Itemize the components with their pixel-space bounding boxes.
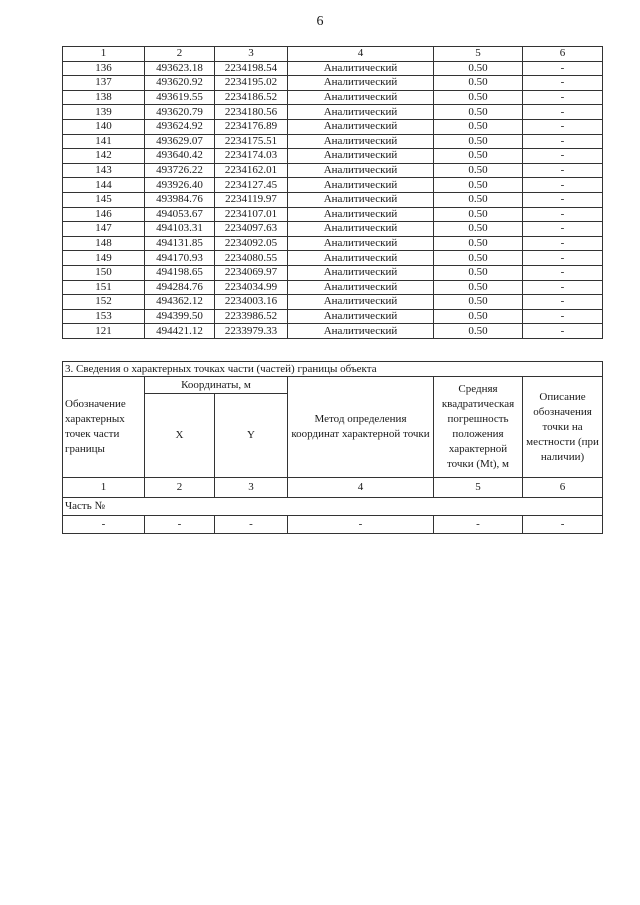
accuracy-cell: 0.50 — [434, 163, 523, 178]
y-header: Y — [215, 394, 288, 478]
description-cell: - — [523, 76, 603, 91]
y-coordinate-cell: 2234003.16 — [215, 295, 288, 310]
method-cell: Аналитический — [288, 236, 434, 251]
accuracy-cell: 0.50 — [434, 134, 523, 149]
empty-cell: - — [434, 516, 523, 534]
y-coordinate-cell: 2234174.03 — [215, 149, 288, 164]
table-row — [63, 251, 603, 266]
point-number-cell: 153 — [63, 309, 145, 324]
y-coordinate-cell: 2234119.97 — [215, 192, 288, 207]
method-cell: Аналитический — [288, 280, 434, 295]
method-cell: Аналитический — [288, 295, 434, 310]
accuracy-cell: 0.50 — [434, 280, 523, 295]
description-cell: - — [523, 265, 603, 280]
method-cell: Аналитический — [288, 178, 434, 193]
table-row — [63, 178, 603, 193]
description-cell: - — [523, 119, 603, 134]
header-cell: 4 — [288, 47, 434, 62]
x-coordinate-cell: 494198.65 — [145, 265, 215, 280]
x-coordinate-cell: 494053.67 — [145, 207, 215, 222]
point-number-cell: 149 — [63, 251, 145, 266]
description-cell: - — [523, 90, 603, 105]
y-coordinate-cell: 2234107.01 — [215, 207, 288, 222]
y-coordinate-cell: 2234175.51 — [215, 134, 288, 149]
empty-cell: - — [523, 516, 603, 534]
header-cell: 5 — [434, 47, 523, 62]
point-number-cell: 141 — [63, 134, 145, 149]
description-cell: - — [523, 207, 603, 222]
method-cell: Аналитический — [288, 222, 434, 237]
table-row — [63, 149, 603, 164]
accuracy-cell: 0.50 — [434, 105, 523, 120]
y-coordinate-cell: 2234186.52 — [215, 90, 288, 105]
accuracy-cell: 0.50 — [434, 119, 523, 134]
method-cell: Аналитический — [288, 76, 434, 91]
header-cell: 3 — [215, 47, 288, 62]
x-coordinate-cell: 493926.40 — [145, 178, 215, 193]
point-number-cell: 136 — [63, 61, 145, 76]
table-row — [63, 192, 603, 207]
point-number-cell: 143 — [63, 163, 145, 178]
page-number: 6 — [316, 14, 324, 29]
x-coordinate-cell: 493623.18 — [145, 61, 215, 76]
x-coordinate-cell: 494399.50 — [145, 309, 215, 324]
points-designation-header: Обозначение характерных точек части границы — [63, 377, 145, 478]
x-coordinate-cell: 493726.22 — [145, 163, 215, 178]
x-coordinate-cell: 493619.55 — [145, 90, 215, 105]
description-cell: - — [523, 280, 603, 295]
method-cell: Аналитический — [288, 90, 434, 105]
point-number-cell: 144 — [63, 178, 145, 193]
x-coordinate-cell: 494421.12 — [145, 324, 215, 339]
empty-cell: - — [288, 516, 434, 534]
table-row — [63, 61, 603, 76]
accuracy-cell: 0.50 — [434, 61, 523, 76]
description-cell: - — [523, 163, 603, 178]
accuracy-cell: 0.50 — [434, 251, 523, 266]
accuracy-cell: 0.50 — [434, 265, 523, 280]
y-coordinate-cell: 2233979.33 — [215, 324, 288, 339]
y-coordinate-cell: 2234069.97 — [215, 265, 288, 280]
x-coordinate-cell: 493629.07 — [145, 134, 215, 149]
point-number-cell: 150 — [63, 265, 145, 280]
x-coordinate-cell: 494131.85 — [145, 236, 215, 251]
table-row — [63, 236, 603, 251]
description-cell: - — [523, 149, 603, 164]
description-cell: - — [523, 192, 603, 207]
point-number-cell: 140 — [63, 119, 145, 134]
numbering-cell: 4 — [288, 478, 434, 498]
accuracy-cell: 0.50 — [434, 90, 523, 105]
description-cell: - — [523, 309, 603, 324]
section3-table — [62, 361, 603, 534]
method-cell: Аналитический — [288, 119, 434, 134]
x-coordinate-cell: 493624.92 — [145, 119, 215, 134]
accuracy-cell: 0.50 — [434, 309, 523, 324]
x-coordinate-cell: 494284.76 — [145, 280, 215, 295]
coordinates-header: Координаты, м — [145, 377, 288, 394]
y-coordinate-cell: 2234097.63 — [215, 222, 288, 237]
point-number-cell: 148 — [63, 236, 145, 251]
coordinates-table — [62, 46, 603, 339]
point-number-cell: 139 — [63, 105, 145, 120]
description-cell: - — [523, 61, 603, 76]
x-coordinate-cell: 494103.31 — [145, 222, 215, 237]
table-row — [63, 76, 603, 91]
description-cell: - — [523, 236, 603, 251]
table-row — [63, 324, 603, 339]
y-coordinate-cell: 2234080.55 — [215, 251, 288, 266]
header-cell: 6 — [523, 47, 603, 62]
method-cell: Аналитический — [288, 265, 434, 280]
part-number-label: Часть № — [63, 498, 603, 516]
accuracy-cell: 0.50 — [434, 178, 523, 193]
point-number-cell: 147 — [63, 222, 145, 237]
table-row — [63, 309, 603, 324]
table-row — [63, 119, 603, 134]
table-row — [63, 265, 603, 280]
x-coordinate-cell: 494170.93 — [145, 251, 215, 266]
point-number-cell: 145 — [63, 192, 145, 207]
y-coordinate-cell: 2233986.52 — [215, 309, 288, 324]
description-cell: - — [523, 222, 603, 237]
y-coordinate-cell: 2234180.56 — [215, 105, 288, 120]
y-coordinate-cell: 2234092.05 — [215, 236, 288, 251]
numbering-cell: 1 — [63, 478, 145, 498]
y-coordinate-cell: 2234034.99 — [215, 280, 288, 295]
accuracy-cell: 0.50 — [434, 149, 523, 164]
empty-cell: - — [63, 516, 145, 534]
description-cell: - — [523, 178, 603, 193]
accuracy-cell: 0.50 — [434, 236, 523, 251]
numbering-cell: 5 — [434, 478, 523, 498]
x-header: X — [145, 394, 215, 478]
y-coordinate-cell: 2234176.89 — [215, 119, 288, 134]
section3-title: 3. Сведения о характерных точках части (частей) границы объекта — [63, 362, 603, 377]
empty-cell: - — [145, 516, 215, 534]
description-cell: - — [523, 324, 603, 339]
point-number-cell: 152 — [63, 295, 145, 310]
accuracy-cell: 0.50 — [434, 295, 523, 310]
point-number-cell: 146 — [63, 207, 145, 222]
numbering-cell: 2 — [145, 478, 215, 498]
description-cell: - — [523, 105, 603, 120]
description-cell: - — [523, 134, 603, 149]
method-cell: Аналитический — [288, 192, 434, 207]
description-header: Описание обозначения точки на местности (при наличии) — [523, 377, 603, 478]
point-number-cell: 138 — [63, 90, 145, 105]
description-cell: - — [523, 295, 603, 310]
table-row — [63, 105, 603, 120]
numbering-cell: 3 — [215, 478, 288, 498]
method-cell: Аналитический — [288, 207, 434, 222]
table-header-row — [63, 47, 603, 62]
method-header: Метод определения координат характерной точки — [288, 377, 434, 478]
accuracy-cell: 0.50 — [434, 222, 523, 237]
x-coordinate-cell: 493620.92 — [145, 76, 215, 91]
method-cell: Аналитический — [288, 149, 434, 164]
method-cell: Аналитический — [288, 61, 434, 76]
method-cell: Аналитический — [288, 163, 434, 178]
x-coordinate-cell: 493984.76 — [145, 192, 215, 207]
method-cell: Аналитический — [288, 309, 434, 324]
header-cell: 2 — [145, 47, 215, 62]
description-cell: - — [523, 251, 603, 266]
y-coordinate-cell: 2234162.01 — [215, 163, 288, 178]
x-coordinate-cell: 493640.42 — [145, 149, 215, 164]
accuracy-cell: 0.50 — [434, 192, 523, 207]
point-number-cell: 121 — [63, 324, 145, 339]
table-row — [63, 207, 603, 222]
point-number-cell: 151 — [63, 280, 145, 295]
numbering-cell: 6 — [523, 478, 603, 498]
table-row — [63, 280, 603, 295]
method-cell: Аналитический — [288, 105, 434, 120]
y-coordinate-cell: 2234127.45 — [215, 178, 288, 193]
point-number-cell: 142 — [63, 149, 145, 164]
method-cell: Аналитический — [288, 134, 434, 149]
table-row — [63, 222, 603, 237]
table-row — [63, 134, 603, 149]
y-coordinate-cell: 2234198.54 — [215, 61, 288, 76]
table-row — [63, 295, 603, 310]
empty-cell: - — [215, 516, 288, 534]
header-cell: 1 — [63, 47, 145, 62]
accuracy-header: Средняя квадратическая погрешность положения характерной точки (Мt), м — [434, 377, 523, 478]
accuracy-cell: 0.50 — [434, 324, 523, 339]
x-coordinate-cell: 494362.12 — [145, 295, 215, 310]
x-coordinate-cell: 493620.79 — [145, 105, 215, 120]
accuracy-cell: 0.50 — [434, 207, 523, 222]
table-row — [63, 163, 603, 178]
method-cell: Аналитический — [288, 251, 434, 266]
y-coordinate-cell: 2234195.02 — [215, 76, 288, 91]
method-cell: Аналитический — [288, 324, 434, 339]
point-number-cell: 137 — [63, 76, 145, 91]
table-row — [63, 90, 603, 105]
accuracy-cell: 0.50 — [434, 76, 523, 91]
